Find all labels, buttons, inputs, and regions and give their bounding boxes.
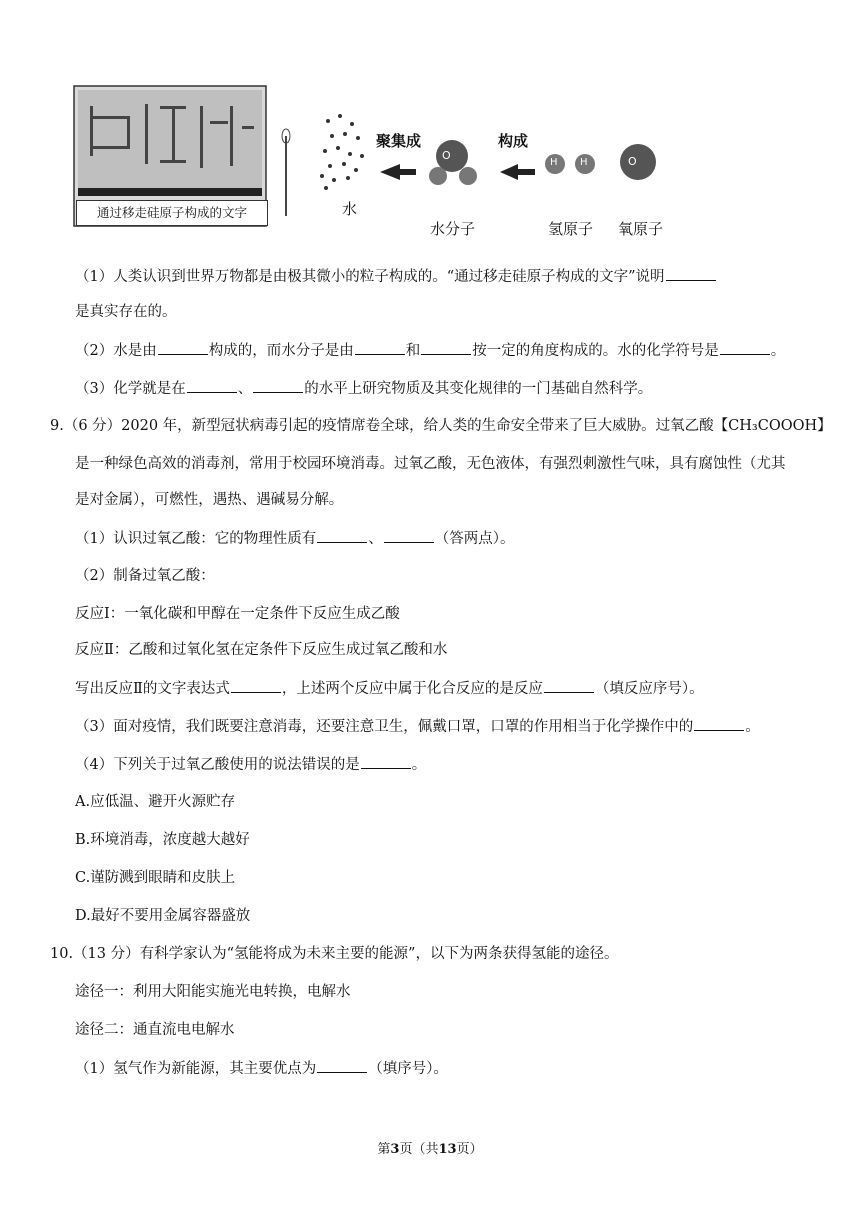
q9-reaction1: 反应Ⅰ：一氧化碳和甲醇在一定条件下反应生成乙酸	[75, 606, 400, 622]
q9-w-text-b: ，上述两个反应中属于化合反应的是反应	[281, 681, 543, 697]
atom-h-label-2: H	[580, 157, 588, 168]
q9-p1-text-c: （答两点）。	[434, 531, 515, 547]
footer-post: 页）	[456, 1142, 483, 1157]
answer-blank[interactable]	[317, 1058, 367, 1073]
arrow-label-aggregate: 聚集成	[376, 132, 422, 150]
label-water-molecule: 水分子	[430, 220, 476, 238]
q9-p3-text-b: 。	[745, 719, 760, 735]
q9-part4	[75, 754, 426, 775]
q9-option-d: D.最好不要用金属容器盛放	[75, 908, 251, 924]
atom-o-label: O	[442, 149, 451, 162]
q9-p1-text-a: （1）认识过氧乙酸：它的物理性质有	[75, 531, 317, 547]
q9-p3-text-a: （3）面对疫情，我们既要注意消毒，还要注意卫生，佩戴口罩，口罩的作用相当于化学操作中的	[75, 719, 694, 735]
page-number: 3	[390, 1142, 400, 1157]
photo-caption: 通过移走硅原子构成的文字	[76, 200, 268, 226]
q8-p2-text-c: 和	[405, 343, 421, 359]
q8-p3-text-a: （3）化学就是在	[75, 381, 186, 397]
q8-p1-text-cont: 是真实存在的。	[75, 304, 177, 320]
q8-p3-text-c: 的水平上研究物质及其变化规律的一门基础自然科学。	[304, 381, 653, 397]
answer-blank[interactable]	[187, 378, 237, 393]
page-footer	[0, 1138, 860, 1157]
molecule-figure	[70, 76, 710, 246]
label-oxygen-atom: 氧原子	[618, 220, 664, 238]
footer-mid: 页（共	[399, 1142, 439, 1157]
q9-w-text-c: （填反应序号）。	[594, 681, 704, 697]
q8-p2-text-d: 按一定的角度构成的。水的化学符号是	[472, 343, 719, 359]
answer-blank[interactable]	[231, 678, 281, 693]
q9-option-c: C.谨防溅到眼睛和皮肤上	[75, 870, 236, 886]
q8-p1-text: （1）人类认识到世界万物都是由极其微小的粒子构成的。“通过移走硅原子构成的文字”说明	[75, 269, 665, 285]
answer-blank[interactable]	[694, 716, 744, 731]
answer-blank[interactable]	[355, 340, 405, 355]
label-water: 水	[342, 200, 358, 218]
q9-write-expression	[75, 678, 704, 699]
q8-part3	[75, 378, 652, 399]
answer-blank[interactable]	[720, 340, 770, 355]
q8-part1-cont	[75, 302, 177, 322]
q9-stem-line1: 9.（6 分）2020 年，新型冠状病毒引起的疫情席卷全球，给人类的生命安全带来了巨大威胁。过氧乙酸【CH₃COOOH】	[50, 418, 832, 434]
q9-p4-text-a: （4）下列关于过氧乙酸使用的说法错误的是	[75, 757, 360, 773]
q10-way2: 途径二：通直流电电解水	[75, 1022, 235, 1038]
q10-p1-text-a: （1）氢气作为新能源，其主要优点为	[75, 1061, 317, 1077]
q9-reaction2: 反应Ⅱ：乙酸和过氧化氢在定条件下反应生成过氧乙酸和水	[75, 642, 448, 658]
q9-w-text-a: 写出反应Ⅱ的文字表达式	[75, 681, 230, 697]
answer-blank[interactable]	[421, 340, 471, 355]
answer-blank[interactable]	[384, 528, 434, 543]
answer-blank[interactable]	[544, 678, 594, 693]
q9-option-b: B.环境消毒，浓度越大越好	[75, 832, 250, 848]
q8-part1	[75, 266, 717, 287]
arrow-label-compose: 构成	[498, 132, 529, 150]
q10-p1-text-b: （填序号）。	[368, 1061, 448, 1077]
q9-part2: （2）制备过氧乙酸：	[75, 568, 215, 584]
q10-part1	[75, 1058, 448, 1079]
q8-p2-text-e: 。	[770, 343, 786, 359]
q9-p1-text-b: 、	[368, 531, 383, 547]
q9-part3	[75, 716, 760, 737]
q9-stem-line3: 是对金属），可燃性，遇热、遇碱易分解。	[75, 492, 344, 508]
total-pages: 13	[438, 1142, 457, 1157]
q8-p3-text-b: 、	[237, 381, 253, 397]
q8-p2-text-a: （2）水是由	[75, 343, 157, 359]
q8-part2	[75, 340, 785, 361]
q9-option-a: A.应低温、避开火源贮存	[75, 794, 236, 810]
answer-blank[interactable]	[361, 754, 411, 769]
answer-blank[interactable]	[253, 378, 303, 393]
atom-h-label: H	[550, 157, 558, 168]
q9-p4-text-b: 。	[411, 757, 427, 773]
q8-p2-text-b: 构成的，而水分子是由	[208, 343, 354, 359]
footer-pre: 第	[377, 1142, 391, 1157]
answer-blank[interactable]	[317, 528, 367, 543]
atom-o-label-2: O	[628, 155, 637, 168]
q10-way1: 途径一：利用大阳能实施光电转换，电解水	[75, 984, 351, 1000]
q9-stem-line2: 是一种绿色高效的消毒剂，常用于校园环境消毒。过氧乙酸，无色液体，有强烈刺激性气味，具有腐蚀性（尤其	[75, 456, 786, 472]
label-hydrogen-atom: 氢原子	[548, 220, 594, 238]
q9-part1	[75, 528, 514, 549]
answer-blank[interactable]	[158, 340, 208, 355]
answer-blank[interactable]	[666, 266, 716, 281]
q10-stem: 10.（13 分）有科学家认为“氢能将成为未来主要的能源”，以下为两条获得氢能的途径。	[50, 946, 619, 962]
